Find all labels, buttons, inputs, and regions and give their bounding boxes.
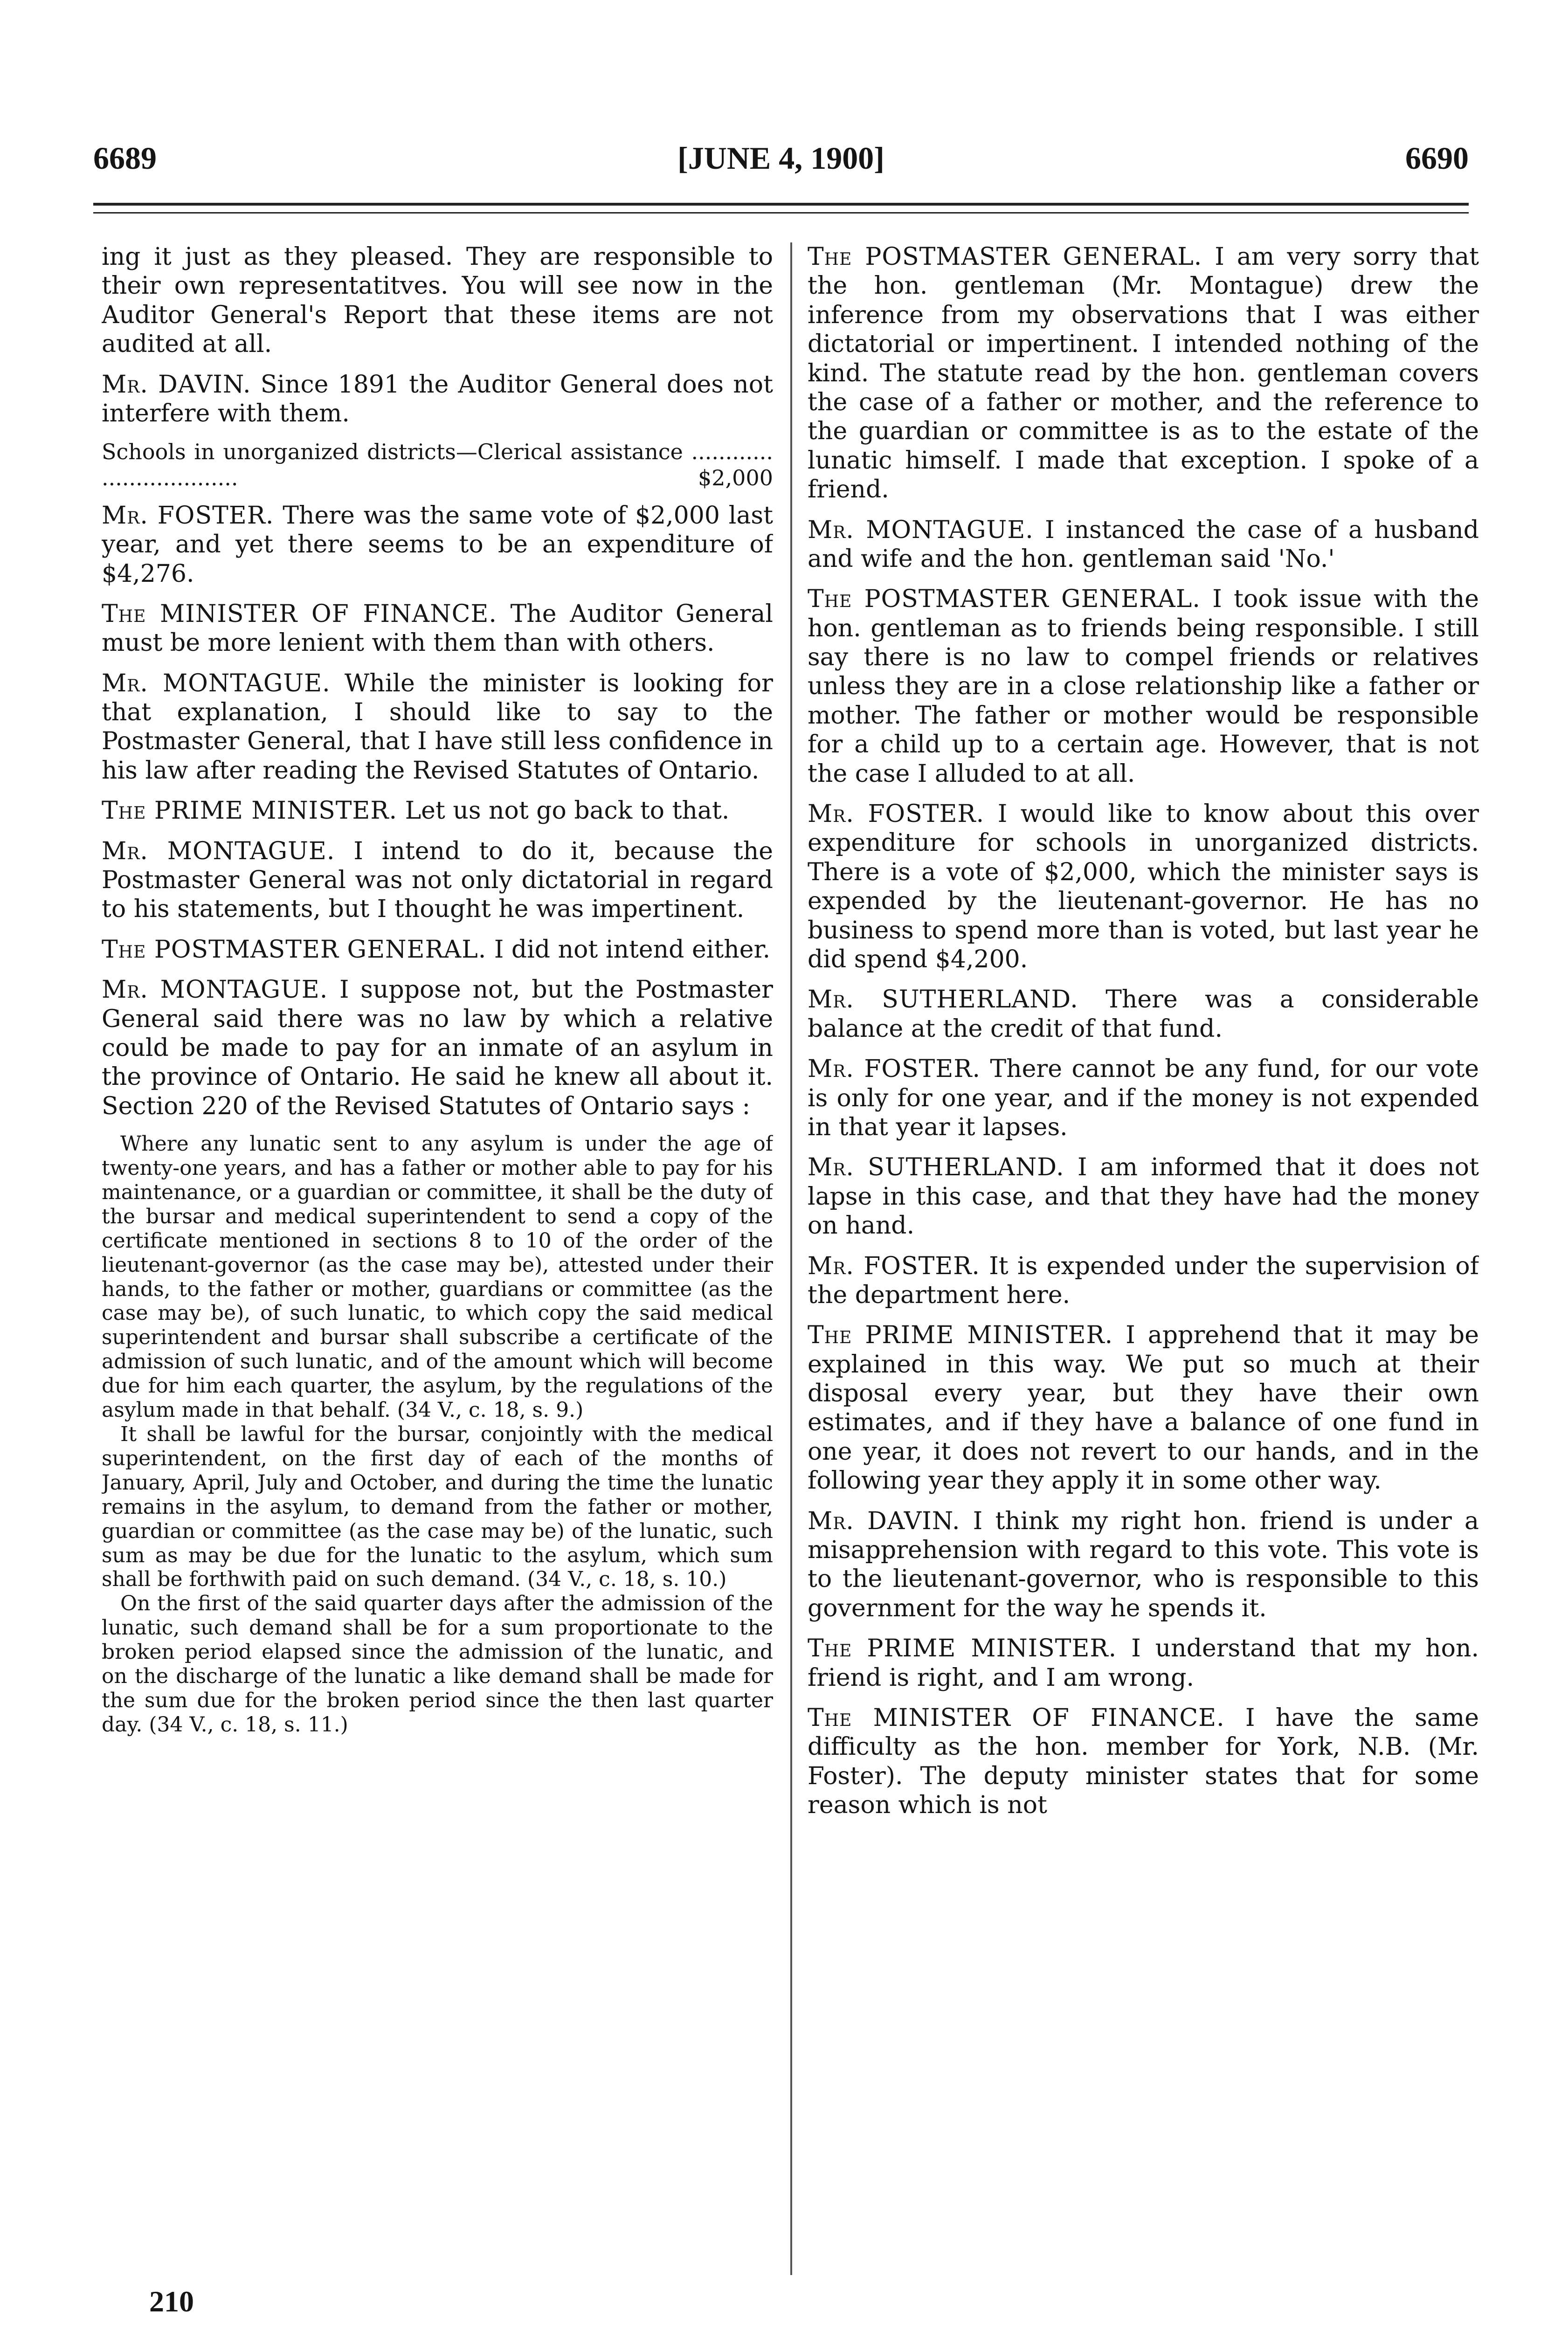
speech — [808, 516, 1479, 574]
page-number-left: 6689 — [93, 140, 157, 176]
speech — [102, 796, 773, 825]
header-date: [JUNE 4, 1900] — [677, 140, 884, 176]
speaker-name: Mr. MONTAGUE. — [102, 669, 331, 697]
speech — [808, 985, 1479, 1043]
speaker-name: The POSTMASTER GENERAL. — [102, 935, 487, 964]
speaker-name: Mr. DAVIN. — [102, 370, 251, 399]
speech-text: There was a considerable balance at the credit of that fund. — [808, 986, 1479, 1043]
speech — [808, 1153, 1479, 1240]
speech-text: While the minister is looking for that explanation, I should like to say to the Postmaster General, that I have still less confidence in his law after reading the Revised Statutes of Ontario. — [102, 669, 773, 785]
estimate-item-label: Schools in unorganized districts—Clerical assistance — [102, 439, 683, 465]
speaker-name: The PRIME MINISTER. — [808, 1634, 1117, 1663]
estimate-item-amount: $2,000 — [698, 465, 773, 490]
speech-text: I intend to do it, because the Postmaster General was not only dictatorial in regard to his statements, but I thought he was impertinent. — [102, 837, 773, 924]
speech-text: The Auditor General must be more lenient with them than with others. — [102, 600, 773, 657]
speech — [102, 370, 773, 428]
speech — [102, 975, 773, 1121]
speech-text: I am very sorry that the hon. gentleman (Mr. Montague) drew the inference from my observations that I was either dictatorial or impertinent. I intended nothing of the kind. The statute read by the hon. gentleman covers the case of a father or mother, and the reference to the guardian or committee is as to the estate of the lunatic himself. I made that exception. I spoke of a friend. — [808, 243, 1479, 504]
speaker-name: The MINISTER OF FINANCE. — [102, 600, 497, 628]
speech — [808, 1252, 1479, 1310]
speech-text: I am informed that it does not lapse in this case, and that they have had the money on hand. — [808, 1153, 1479, 1240]
header-rule-thin — [93, 212, 1469, 214]
speaker-name: Mr. DAVIN. — [808, 1507, 960, 1535]
page-number-right: 6690 — [1405, 140, 1469, 176]
speech — [808, 1634, 1479, 1692]
page-header — [93, 135, 1469, 186]
leader-dots: ............ .................... — [102, 439, 773, 490]
header-rule-thick — [93, 203, 1469, 206]
speaker-name: The POSTMASTER GENERAL. — [808, 243, 1202, 271]
speaker-name: Mr. MONTAGUE. — [808, 516, 1034, 544]
statute-quote: Where any lunatic sent to any asylum is under the age of twenty-one years, and has a father or mother able to pay for his maintenance, or a guardian or committee, it shall be the duty of the bursar and medical superintendent to send a copy of the certificate mentioned in sections 8 to 10 of the order of the lieutenant-governor (as the case may be), attested under their hands, to the father or mother, guardians or committee (as the case may be), of such lunatic, to which copy the said medical superintendent and bursar shall subscribe a certificate of the admission of such lunatic, and of the amount which will become due for him each quarter, the asylum, by the regulations of the asylum made in that behalf. (34 V., c. 18, s. 9.) — [102, 1132, 773, 1422]
speech-text: Since 1891 the Auditor General does not interfere with them. — [102, 370, 773, 428]
paragraph — [102, 242, 773, 359]
speech — [102, 837, 773, 924]
speech-text: I did not intend either. — [494, 935, 771, 964]
speaker-name: Mr. SUTHERLAND. — [808, 986, 1078, 1014]
speech — [102, 501, 773, 588]
column-divider — [790, 242, 792, 2275]
speaker-name: Mr. MONTAGUE. — [102, 837, 335, 865]
speech-text: I apprehend that it may be explained in this way. We put so much at their disposal every year, but they have their own estimates, and if they have a balance of one fund in one year, it does not revert to our hands, and in the following year they apply it in some other way. — [808, 1321, 1479, 1495]
speaker-name: Mr. FOSTER. — [808, 1055, 981, 1083]
speech — [808, 1703, 1479, 1820]
speech — [102, 600, 773, 658]
speaker-name: The PRIME MINISTER. — [102, 797, 398, 825]
speaker-name: Mr. FOSTER. — [102, 501, 274, 530]
paragraph-text: ing it just as they pleased. They are responsible to their own representatitves. You will see now in the Auditor General's Report that these items are not audited at all. — [102, 243, 773, 359]
speech-text: I think my right hon. friend is under a misapprehension with regard to this vote. This vote is to the lieutenant-governor, who is responsible to this government for the way he spends it. — [808, 1507, 1479, 1622]
speaker-name: Mr. FOSTER. — [808, 1252, 980, 1280]
signature-number: 210 — [149, 2285, 194, 2318]
speech-text: I suppose not, but the Postmaster General said there was no law by which a relative could be made to pay for an inmate of an asylum in the province of Ontario. He said he knew all about it. Section 220 of the Revised Statutes of Ontario says : — [102, 976, 773, 1120]
speech — [808, 800, 1479, 974]
speech-text: I have the same difficulty as the hon. member for York, N.B. (Mr. Foster). The deputy minister states that for some reason which is not — [808, 1703, 1479, 1820]
speech-text: I understand that my hon. friend is right, and I am wrong. — [808, 1634, 1479, 1692]
speech-text: It is expended under the supervision of the department here. — [808, 1252, 1479, 1309]
speaker-name: Mr. MONTAGUE. — [102, 976, 328, 1004]
right-column — [808, 242, 1479, 2275]
speech-text: I would like to know about this over expenditure for schools in unorganized districts. There is a vote of $2,000, which the minister says is expended by the lieutenant-governor. He has no business to spend more than is voted, but last year he did spend $4,200. — [808, 800, 1479, 973]
speech — [808, 242, 1479, 504]
speaker-name: The MINISTER OF FINANCE. — [808, 1703, 1225, 1732]
speech-text: There was the same vote of $2,000 last year, and yet there seems to be an expenditure of $4,276. — [102, 501, 773, 588]
statute-quote: On the first of the said quarter days after the admission of the lunatic, such demand shall be for a sum proportionate to the broken period elapsed since the admission of the lunatic, and on the discharge of the lunatic a like demand shall be made for the sum due for the broken period since the then last quarter day. (34 V., c. 18, s. 11.) — [102, 1592, 773, 1737]
speaker-name: Mr. SUTHERLAND. — [808, 1153, 1064, 1182]
speech — [808, 585, 1479, 788]
speech-text: I took issue with the hon. gentleman as to friends being responsible. I still say there is no law to compel friends or relatives unless they are in a close relationship like a father or mother. The father or mother would be responsible for a child up to a certain age. However, that is not the case I alluded to at all. — [808, 585, 1479, 788]
statute-quote: It shall be lawful for the bursar, conjointly with the medical superintendent, on the first day of each of the months of January, April, July and October, and during the time the lunatic remains in the asylum, to demand from the father or mother, guardian or committee (as the case may be) of the lunatic, such sum as may be due for the lunatic to the asylum, which sum shall be forthwith paid on such demand. (34 V., c. 18, s. 10.) — [102, 1422, 773, 1592]
speaker-name: The POSTMASTER GENERAL. — [808, 585, 1201, 614]
speech — [102, 935, 773, 964]
speech — [808, 1321, 1479, 1495]
speech-text: I instanced the case of a husband and wife and the hon. gentleman said 'No.' — [808, 516, 1479, 573]
left-column — [102, 242, 773, 2275]
speech-text: Let us not go back to that. — [405, 797, 730, 825]
speaker-name: Mr. FOSTER. — [808, 800, 985, 828]
speech — [808, 1055, 1479, 1142]
estimate-item — [102, 439, 773, 490]
speech — [808, 1507, 1479, 1623]
speaker-name: The PRIME MINISTER. — [808, 1321, 1113, 1350]
speech — [102, 669, 773, 786]
speech-text: There cannot be any fund, for our vote is only for one year, and if the money is not expended in that year it lapses. — [808, 1055, 1479, 1141]
